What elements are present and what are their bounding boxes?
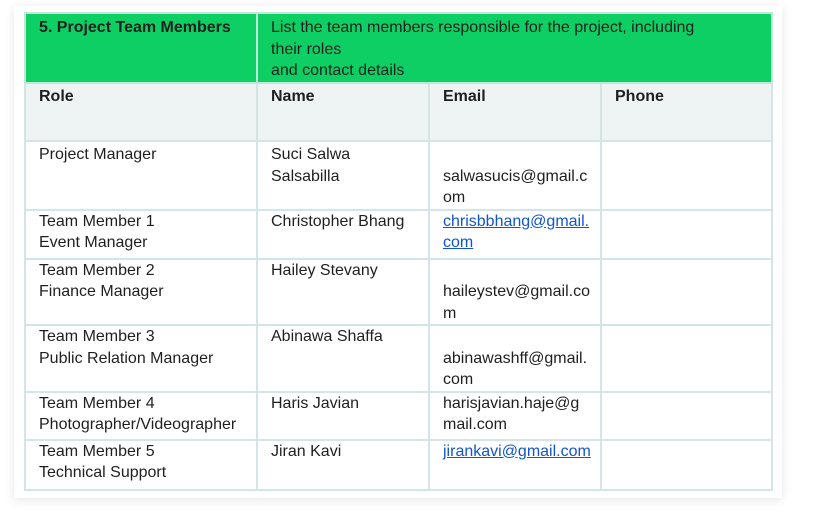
phone-cell xyxy=(601,210,772,259)
column-header-role: Role xyxy=(25,83,257,141)
email-cell xyxy=(429,259,601,326)
name-cell xyxy=(257,392,429,440)
name-cell-line: Abinawa Shaffa xyxy=(271,328,383,345)
email-cell-line[interactable]: com xyxy=(443,234,474,251)
role-cell-line: Event Manager xyxy=(39,234,148,251)
role-cell-line: Project Manager xyxy=(39,146,157,163)
role-cell-line: Team Member 5 xyxy=(39,442,155,460)
column-header-name: Name xyxy=(257,83,429,141)
role-cell-line: Team Member 4 xyxy=(39,394,155,412)
email-cell-line: mail.com xyxy=(443,416,508,433)
email-cell-line[interactable]: jirankavi@gmail.com xyxy=(443,442,591,460)
team-member-rows xyxy=(25,141,772,490)
team-members-table xyxy=(24,12,773,491)
section-title-row xyxy=(25,13,772,83)
name-cell-line: Hailey Stevany xyxy=(271,261,378,279)
table-row xyxy=(25,392,772,440)
email-cell xyxy=(429,210,601,259)
phone-cell xyxy=(601,440,772,490)
email-cell xyxy=(429,141,601,210)
name-cell xyxy=(257,259,429,326)
role-cell xyxy=(25,440,257,490)
phone-cell xyxy=(601,325,772,392)
column-header-email: Email xyxy=(429,83,601,141)
role-cell-line: Public Relation Manager xyxy=(39,349,214,367)
role-cell-line: Team Member 1 xyxy=(39,212,155,230)
role-cell-line: Technical Support xyxy=(39,464,167,481)
phone-cell xyxy=(601,392,772,440)
email-cell-line: salwasucis@gmail.c xyxy=(443,167,588,185)
name-cell-line: Suci Salwa xyxy=(271,146,351,163)
role-cell xyxy=(25,141,257,210)
table-row xyxy=(25,259,772,326)
role-cell xyxy=(25,210,257,259)
name-cell xyxy=(257,141,429,210)
name-cell-line: Salsabilla xyxy=(271,167,340,185)
email-cell xyxy=(429,392,601,440)
phone-cell xyxy=(601,259,772,326)
table-row xyxy=(25,210,772,259)
section-description-line: their roles xyxy=(271,40,342,58)
name-cell xyxy=(257,440,429,490)
role-cell-line: Team Member 3 xyxy=(39,328,155,345)
name-cell-line: Jiran Kavi xyxy=(271,442,342,460)
email-cell-line: harisjavian.haje@g xyxy=(443,394,580,412)
name-cell xyxy=(257,325,429,392)
section-description xyxy=(257,13,772,83)
email-cell-line: abinawashff@gmail. xyxy=(443,349,588,367)
email-cell-line: om xyxy=(443,189,466,206)
role-cell xyxy=(25,325,257,392)
table-row xyxy=(25,325,772,392)
name-cell xyxy=(257,210,429,259)
phone-cell xyxy=(601,141,772,210)
email-cell xyxy=(429,440,601,490)
role-cell xyxy=(25,259,257,326)
column-header-row xyxy=(25,83,772,141)
role-cell xyxy=(25,392,257,440)
section-description-line: List the team members responsible for the project, including xyxy=(271,19,695,36)
email-cell-line: com xyxy=(443,371,474,388)
name-cell-line: Christopher Bhang xyxy=(271,212,405,230)
table-row xyxy=(25,141,772,210)
table-row xyxy=(25,440,772,490)
section-title: 5. Project Team Members xyxy=(25,13,257,83)
role-cell-line: Finance Manager xyxy=(39,283,164,300)
email-cell-line: m xyxy=(443,304,457,322)
email-cell-line[interactable]: chrisbbhang@gmail. xyxy=(443,212,590,230)
name-cell-line: Haris Javian xyxy=(271,394,360,412)
email-cell-line: haileystev@gmail.co xyxy=(443,283,590,300)
role-cell-line: Team Member 2 xyxy=(39,261,155,279)
role-cell-line: Photographer/Videographer xyxy=(39,416,237,433)
column-header-phone: Phone xyxy=(601,83,772,141)
email-cell xyxy=(429,325,601,392)
section-description-line: and contact details xyxy=(271,62,405,79)
